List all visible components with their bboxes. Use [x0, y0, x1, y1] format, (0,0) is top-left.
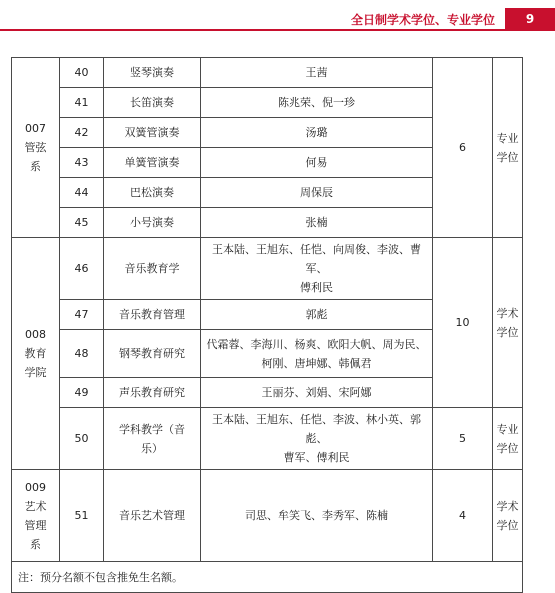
degree-type-cell: 专业 学位 — [493, 408, 523, 470]
row-number: 45 — [60, 208, 104, 238]
advisors-cell: 王茜 — [201, 58, 433, 88]
direction-cell: 巴松演奏 — [104, 178, 201, 208]
row-number: 46 — [60, 238, 104, 300]
row-number: 43 — [60, 148, 104, 178]
dept-cell: 008 教育 学院 — [12, 238, 60, 470]
note-row — [12, 562, 523, 593]
direction-cell: 音乐教育学 — [104, 238, 201, 300]
dept-cell: 007 管弦 系 — [12, 58, 60, 238]
advisors-cell: 司思、牟笑飞、李秀军、陈楠 — [201, 470, 433, 562]
direction-cell: 单簧管演奏 — [104, 148, 201, 178]
row-number: 51 — [60, 470, 104, 562]
table-row — [12, 408, 523, 470]
row-number: 40 — [60, 58, 104, 88]
table-row — [12, 470, 523, 562]
row-number: 41 — [60, 88, 104, 118]
direction-cell: 音乐艺术管理 — [104, 470, 201, 562]
advisors-cell: 郭彪 — [201, 300, 433, 330]
row-number: 49 — [60, 378, 104, 408]
degree-type-cell: 学术 学位 — [493, 238, 523, 408]
direction-cell: 声乐教育研究 — [104, 378, 201, 408]
table-note: 注：预分名额不包含推免生名额。 — [12, 562, 523, 593]
degree-type-cell: 专业 学位 — [493, 58, 523, 238]
direction-cell: 竖琴演奏 — [104, 58, 201, 88]
direction-cell: 钢琴教育研究 — [104, 330, 201, 378]
advisors-cell: 陈兆荣、倪一珍 — [201, 88, 433, 118]
table-row — [12, 58, 523, 88]
advisors-cell: 张楠 — [201, 208, 433, 238]
quota-cell: 6 — [433, 58, 493, 238]
direction-cell: 双簧管演奏 — [104, 118, 201, 148]
degree-type-cell: 学术 学位 — [493, 470, 523, 562]
header-rule — [0, 29, 555, 31]
direction-cell: 长笛演奏 — [104, 88, 201, 118]
advisors-cell: 何易 — [201, 148, 433, 178]
direction-cell: 音乐教育管理 — [104, 300, 201, 330]
advisors-cell: 代霜蓉、李海川、杨爽、欧阳大帆、周为民、 柯刚、唐坤娜、韩佩君 — [201, 330, 433, 378]
row-number: 47 — [60, 300, 104, 330]
row-number: 44 — [60, 178, 104, 208]
header-spacer — [0, 8, 315, 30]
enrollment-table — [11, 57, 523, 593]
advisors-cell: 王本陆、王旭东、任恺、李波、林小英、郭彪、 曹军、傅利民 — [201, 408, 433, 470]
page-number: 9 — [505, 8, 555, 30]
header-title: 全日制学术学位、专业学位 — [315, 8, 505, 30]
row-number: 50 — [60, 408, 104, 470]
quota-cell: 10 — [433, 238, 493, 408]
direction-cell: 小号演奏 — [104, 208, 201, 238]
table-row — [12, 238, 523, 300]
dept-cell: 009 艺术 管理 系 — [12, 470, 60, 562]
quota-cell: 4 — [433, 470, 493, 562]
page-header — [0, 8, 555, 30]
direction-cell: 学科教学（音 乐） — [104, 408, 201, 470]
advisors-cell: 汤璐 — [201, 118, 433, 148]
advisors-cell: 王本陆、王旭东、任恺、向周俊、李波、曹军、 傅利民 — [201, 238, 433, 300]
quota-cell: 5 — [433, 408, 493, 470]
advisors-cell: 周保辰 — [201, 178, 433, 208]
advisors-cell: 王丽芬、刘娟、宋阿娜 — [201, 378, 433, 408]
row-number: 48 — [60, 330, 104, 378]
row-number: 42 — [60, 118, 104, 148]
